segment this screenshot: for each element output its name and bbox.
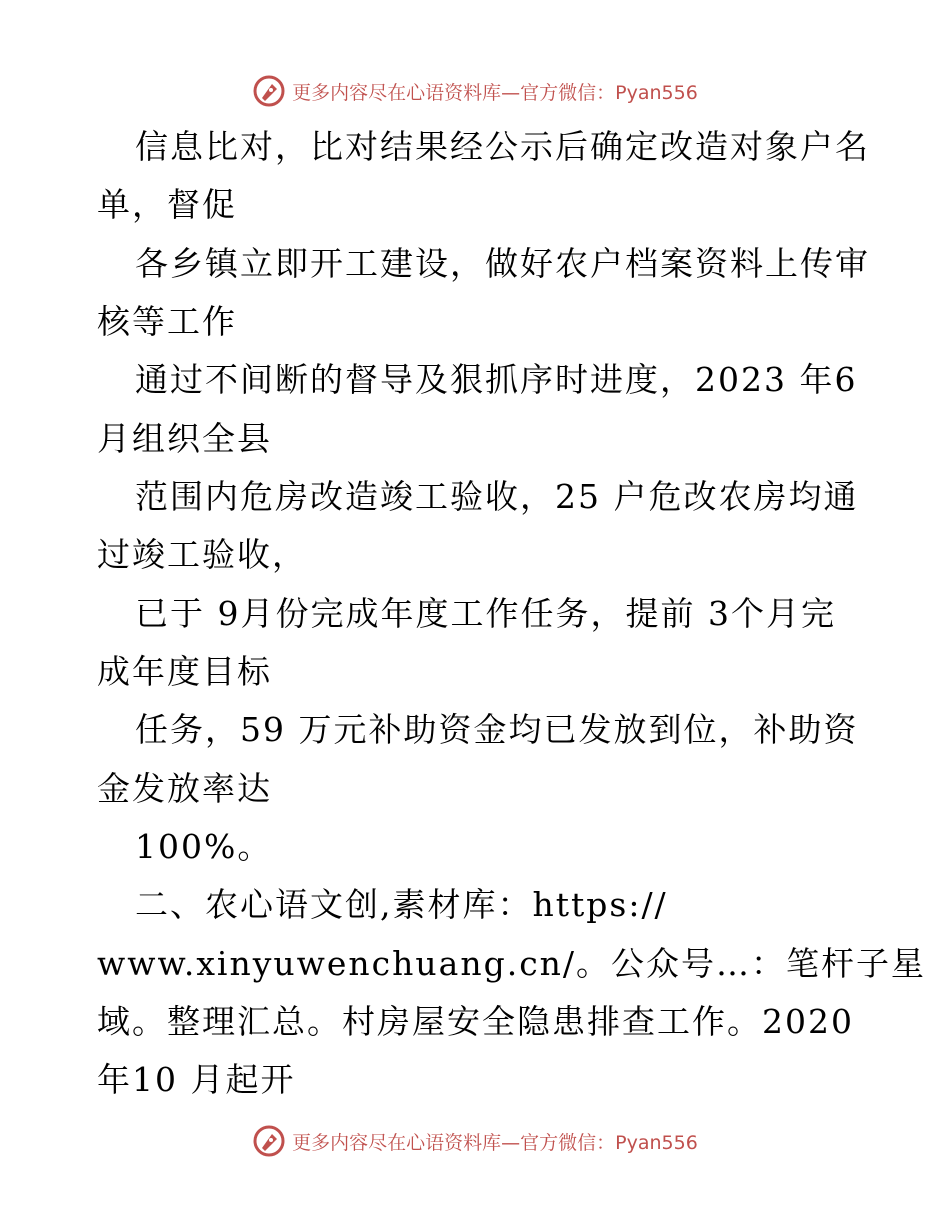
body-line: www.xinyuwenchuang.cn/。公众号…：笔杆子星 (97, 944, 927, 983)
footer-watermark (0, 1124, 950, 1158)
body-line: 成年度目标 (97, 652, 272, 691)
pen-nib-logo-icon (252, 74, 286, 108)
body-line: 金发放率达 (97, 769, 272, 808)
body-line: 各乡镇立即开工建设，做好农户档案资料上传审 (135, 244, 870, 283)
watermark-text: 更多内容尽在心语资料库—官方微信：Pyan556 (292, 1131, 698, 1154)
body-line: 任务，59 万元补助资金均已发放到位，补助资 (135, 710, 859, 749)
body-line: 范围内危房改造竣工验收，25 户危改农房均通 (135, 477, 859, 516)
body-line: 域。整理汇总。村房屋安全隐患排查工作。2020 (97, 1002, 854, 1041)
body-line: 二、农心语文创,素材库：https:// (135, 885, 668, 924)
watermark-text: 更多内容尽在心语资料库—官方微信：Pyan556 (292, 81, 698, 104)
body-line: 通过不间断的督导及狠抓序时进度，2023 年6 (135, 360, 858, 399)
body-line: 核等工作 (97, 302, 237, 341)
pen-nib-logo-icon (252, 1124, 286, 1158)
header-watermark (0, 74, 950, 108)
body-line: 过竣工验收， (97, 535, 307, 574)
body-line: 100%。 (135, 827, 273, 866)
body-line: 月组织全县 (97, 419, 272, 458)
body-line: 已于 9月份完成年度工作任务，提前 3个月完 (135, 594, 836, 633)
body-line: 单，督促 (97, 185, 237, 224)
body-line: 年10 月起开 (97, 1060, 296, 1099)
body-line: 信息比对，比对结果经公示后确定改造对象户名 (135, 127, 870, 166)
